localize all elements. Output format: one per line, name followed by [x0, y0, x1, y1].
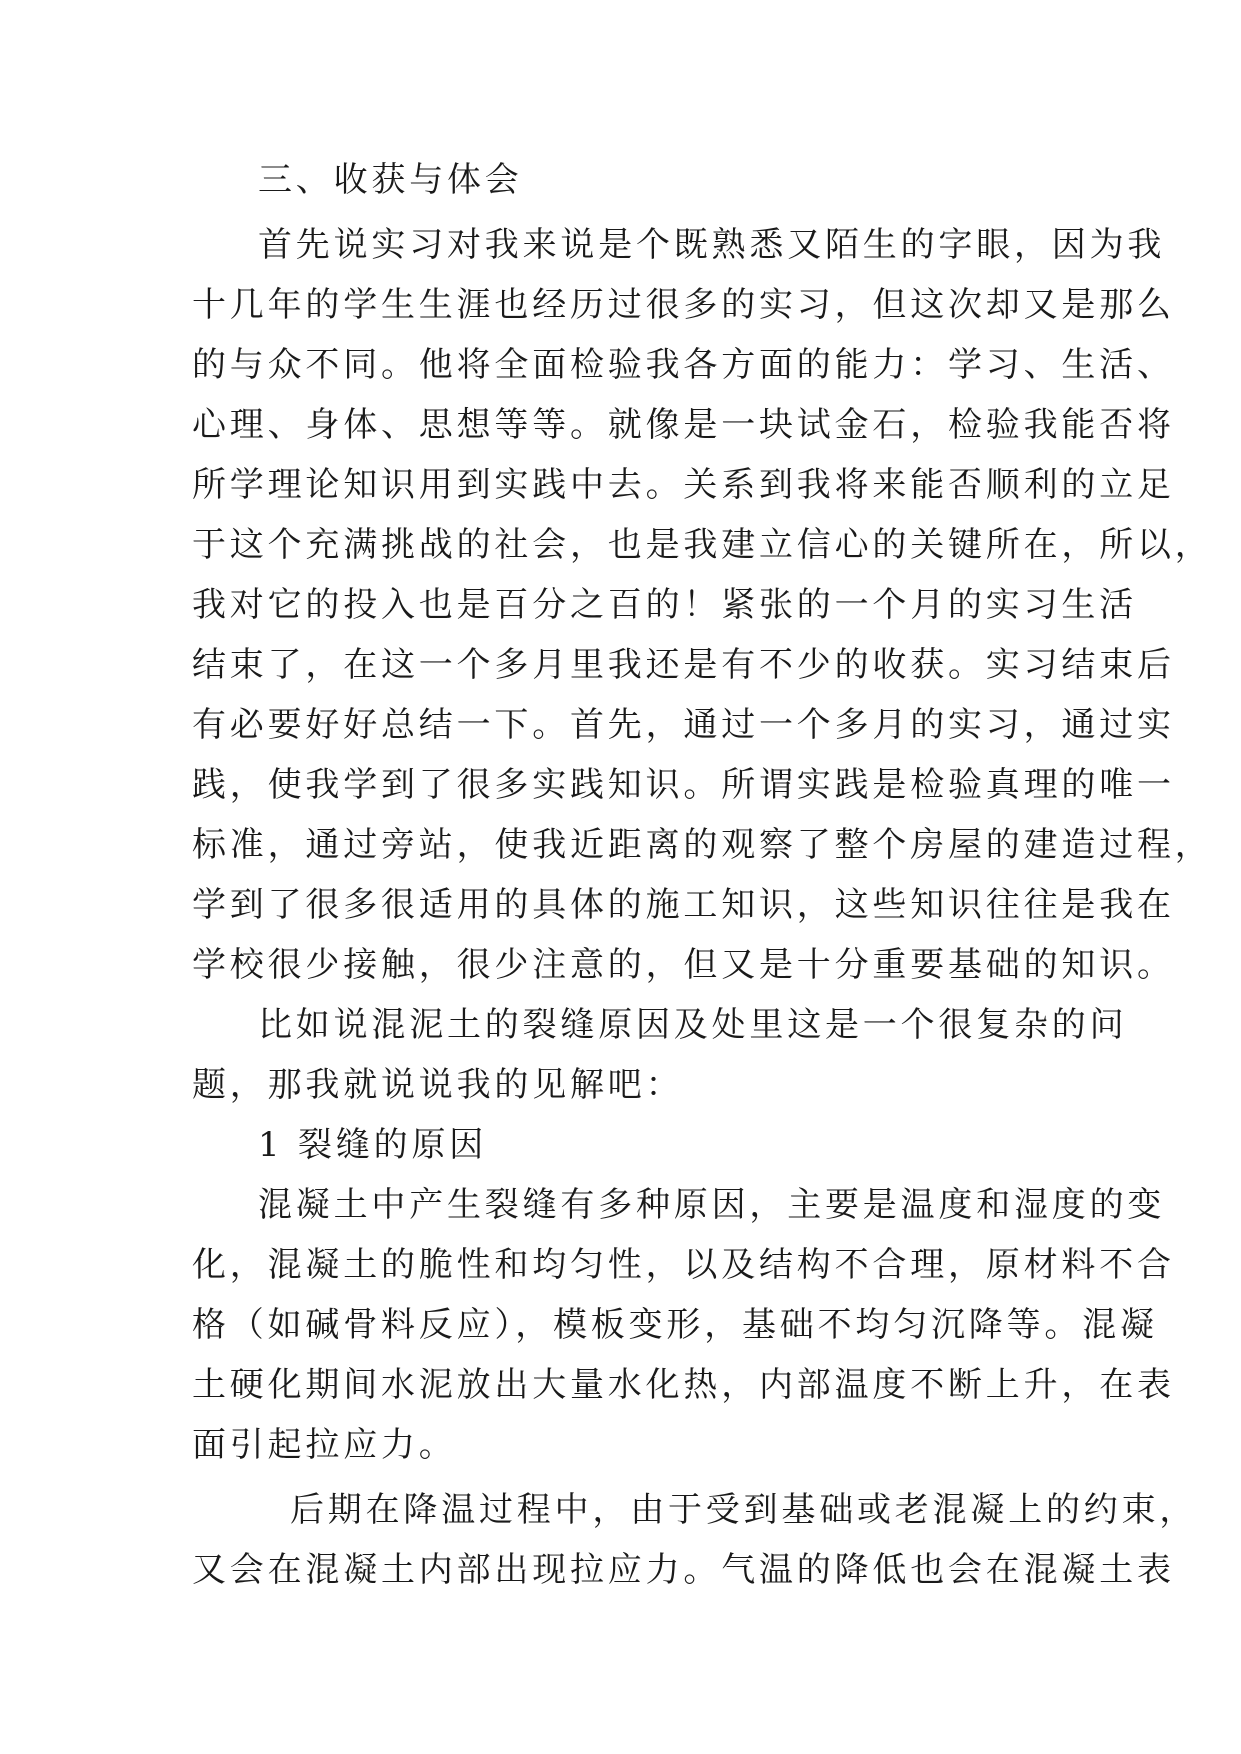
- paragraph-line: 的与众不同。他将全面检验我各方面的能力：学习、生活、: [192, 345, 1175, 385]
- subsection-heading: 1 裂缝的原因: [258, 1125, 488, 1165]
- paragraph-line: 后期在降温过程中，由于受到基础或老混凝上的约束，: [290, 1490, 1198, 1530]
- paragraph-line: 践，使我学到了很多实践知识。所谓实践是检验真理的唯一: [192, 765, 1175, 805]
- paragraph-line: 化，混凝土的脆性和均匀性，以及结构不合理，原材料不合: [192, 1245, 1175, 1285]
- paragraph-line: 土硬化期间水泥放出大量水化热，内部温度不断上升，在表: [192, 1365, 1175, 1405]
- paragraph-line: 首先说实习对我来说是个既熟悉又陌生的字眼，因为我: [258, 225, 1166, 265]
- paragraph-line: 题，那我就说说我的见解吧：: [192, 1065, 684, 1105]
- paragraph-line: 格（如碱骨料反应），模板变形，基础不均匀沉降等。混凝: [192, 1305, 1158, 1345]
- paragraph-line: 我对它的投入也是百分之百的！紧张的一个月的实习生活: [192, 585, 1137, 625]
- paragraph-line: 比如说混泥土的裂缝原因及处里这是一个很复杂的问: [258, 1005, 1128, 1045]
- paragraph-line: 面引起拉应力。: [192, 1425, 457, 1465]
- paragraph-line: 学到了很多很适用的具体的施工知识，这些知识往往是我在: [192, 885, 1175, 925]
- paragraph-line: 结束了，在这一个多月里我还是有不少的收获。实习结束后: [192, 645, 1175, 685]
- section-heading: 三、收获与体会: [258, 160, 523, 200]
- paragraph-line: 所学理论知识用到实践中去。关系到我将来能否顺利的立足: [192, 465, 1175, 505]
- paragraph-line: 十几年的学生生涯也经历过很多的实习，但这次却又是那么: [192, 285, 1175, 325]
- paragraph-line: 混凝土中产生裂缝有多种原因，主要是温度和湿度的变: [258, 1185, 1166, 1225]
- paragraph-line: 有必要好好总结一下。首先，通过一个多月的实习，通过实: [192, 705, 1175, 745]
- paragraph-line: 学校很少接触，很少注意的，但又是十分重要基础的知识。: [192, 945, 1175, 985]
- paragraph-line: 心理、身体、思想等等。就像是一块试金石，检验我能否将: [192, 405, 1175, 445]
- paragraph-line: 于这个充满挑战的社会，也是我建立信心的关键所在，所以，: [192, 525, 1213, 565]
- paragraph-line: 又会在混凝土内部出现拉应力。气温的降低也会在混凝土表: [192, 1550, 1175, 1590]
- paragraph-line: 标准，通过旁站，使我近距离的观察了整个房屋的建造过程，: [192, 825, 1213, 865]
